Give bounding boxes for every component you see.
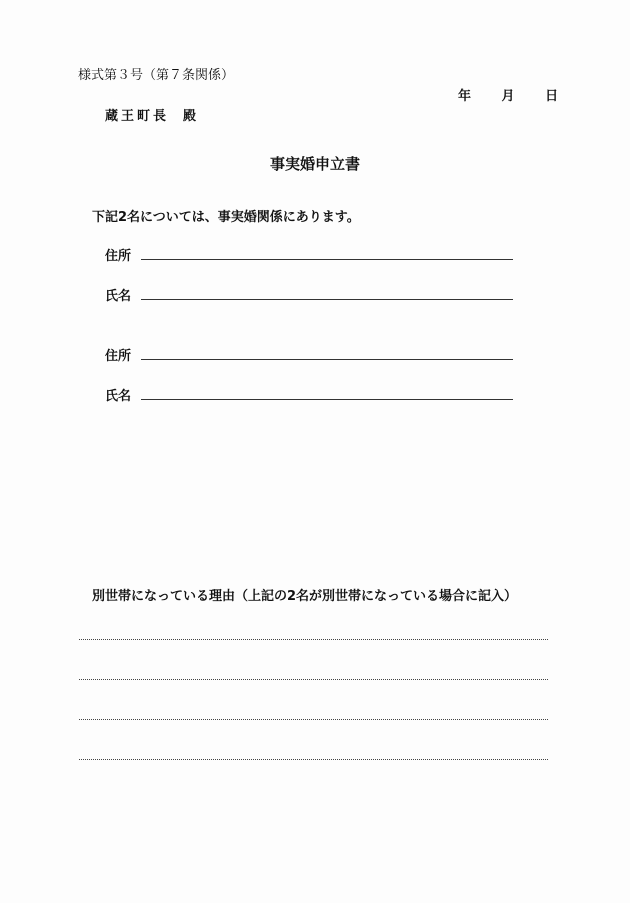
form-number: 様式第３号（第７条関係） <box>78 68 235 83</box>
addressee <box>105 105 199 124</box>
date-row <box>458 85 558 104</box>
year-label: 年 <box>458 89 472 104</box>
addressee-name: 蔵王町長 <box>105 109 170 124</box>
document-title: 事実婚申立書 <box>269 155 360 173</box>
reason-line-3[interactable] <box>79 719 548 720</box>
person1-address-line[interactable] <box>141 259 513 260</box>
intro-text: 下記2名については、事実婚関係にあります。 <box>92 210 360 225</box>
reason-line-1[interactable] <box>79 639 548 640</box>
person2-address-line[interactable] <box>141 359 513 360</box>
month-label: 月 <box>501 89 515 104</box>
addressee-title: 殿 <box>183 109 200 124</box>
person2-name-line[interactable] <box>141 399 513 400</box>
person1-address-label: 住所 <box>105 249 132 264</box>
reason-line-4[interactable] <box>79 759 548 760</box>
person1-name-line[interactable] <box>141 299 513 300</box>
person2-name-label: 氏名 <box>105 389 132 404</box>
day-label: 日 <box>545 89 559 104</box>
person1-name-label: 氏名 <box>105 289 132 304</box>
person2-address-label: 住所 <box>105 349 132 364</box>
reason-label: 別世帯になっている理由（上記の2名が別世帯になっている場合に記入） <box>92 589 518 604</box>
reason-line-2[interactable] <box>79 679 548 680</box>
